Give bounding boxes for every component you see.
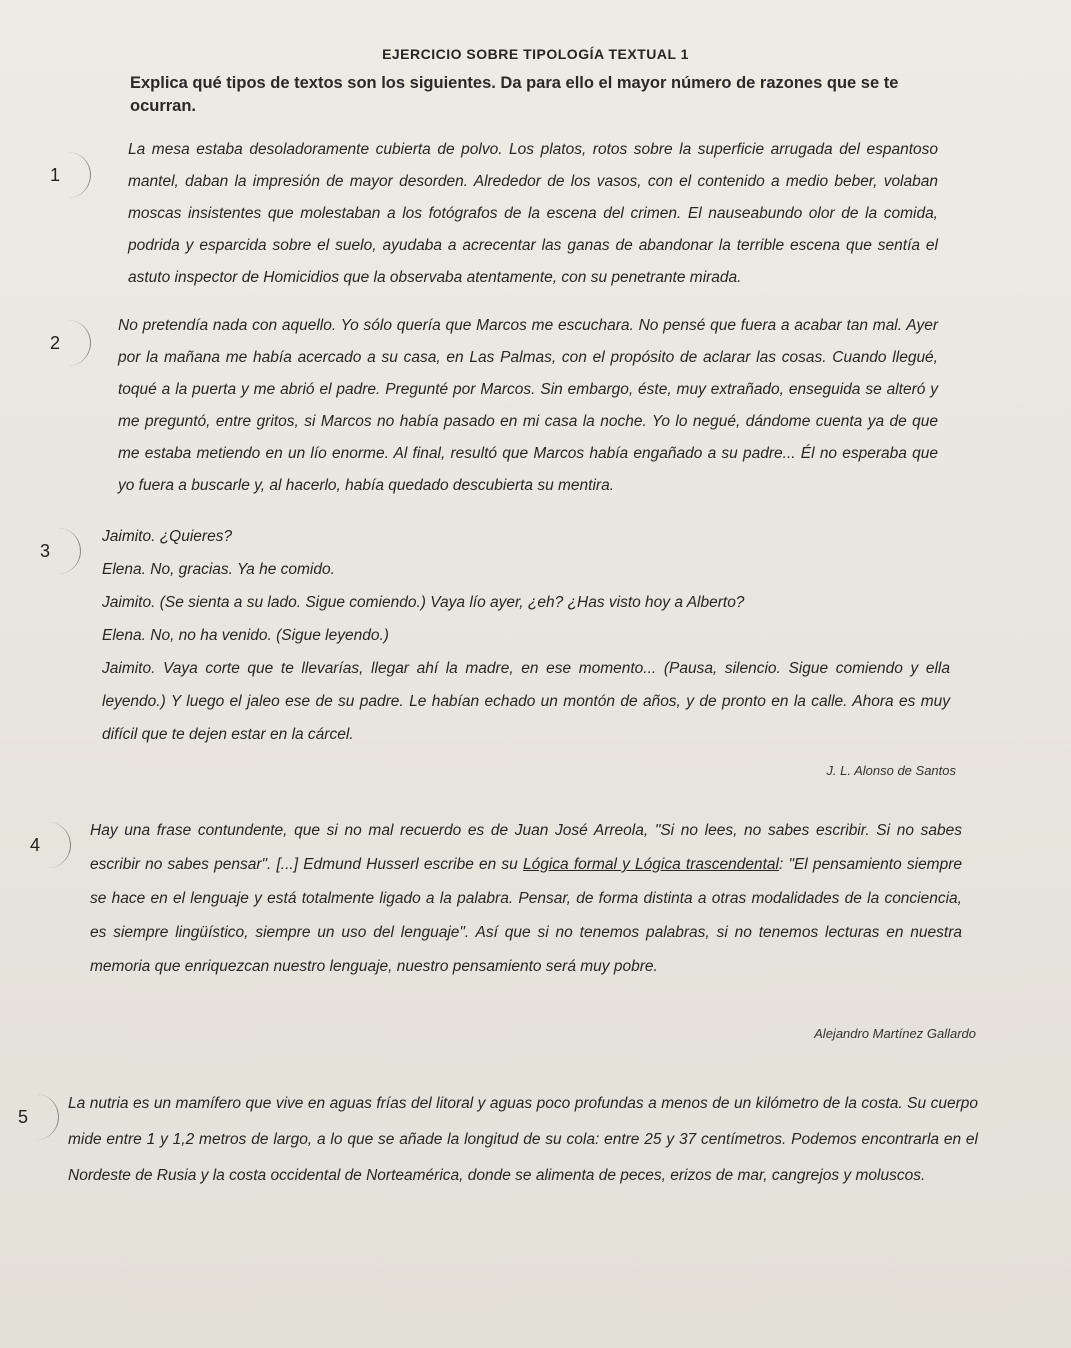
book-title-underlined: Lógica formal y Lógica trascendental [523, 856, 779, 873]
text-3-dialogue [102, 520, 950, 751]
text-4-end: : "El pensamiento siempre se hace en el lenguaje y está totalmente ligado a la palabra. Pensar, de forma distinta a otras modalidades de la conciencia, es siempre lingüístico, siempre un uso del lenguaje". Así que si no tenemos palabras, si no tenemos lecturas en nuestra memoria que enriquezcan nuestro lenguaje, nuestro pensamiento será muy pobre. [90, 856, 962, 975]
instructions: Explica qué tipos de textos son los siguientes. Da para ello el mayor número de razones que se te ocurran. [130, 74, 899, 115]
text-number-2: 2 [20, 320, 91, 366]
text-4-paragraph [90, 814, 962, 984]
text-number-5: 5 [0, 1094, 59, 1140]
dialogue-line: Elena. No, no ha venido. (Sigue leyendo.) [102, 627, 389, 644]
text-5-body [68, 1086, 978, 1194]
text-number-4: 4 [0, 822, 71, 868]
dialogue-line: Elena. No, gracias. Ya he comido. [102, 561, 335, 578]
text-number-3: 3 [10, 528, 81, 574]
text-3-author: J. L. Alonso de Santos [826, 763, 956, 778]
text-4-body [90, 814, 962, 984]
text-1-body [128, 134, 938, 294]
dialogue-line: Jaimito. ¿Quieres? [102, 528, 233, 545]
text-4-start: Hay una frase contundente, que si no mal recuerdo es de Juan José Arreola, "Si no lees, no sabes escribir. Si no sabes escribir no sabes pensar". [...] Edmund Husserl escribe en su [90, 822, 962, 873]
text-5-paragraph: La nutria es un mamífero que vive en aguas frías del litoral y aguas poco profundas a menos de un kilómetro de la costa. Su cuerpo mide entre 1 y 1,2 metros de largo, a lo que se añade la longitud de su cola: entre 25 y 37 centímetros. Podemos encontrarla en el Nordeste de Rusia y la costa occidental de Norteamérica, donde se alimenta de peces, erizos de mar, cangrejos y moluscos. [68, 1095, 978, 1184]
text-1-paragraph: La mesa estaba desoladoramente cubierta de polvo. Los platos, rotos sobre la superficie arrugada del espantoso mantel, daban la impresión de mayor desorden. Alrededor de los vasos, con el contenido a medio beber, volaban moscas insistentes que molestaban a los fotógrafos de la escena del crimen. El nauseabundo olor de la comida, podrida y esparcida sobre el suelo, ayudaba a acrecentar las ganas de abandonar la terrible escena que sentía el astuto inspector de Homicidios que la observaba atentamente, con su penetrante mirada. [128, 141, 938, 286]
text-2-paragraph: No pretendía nada con aquello. Yo sólo quería que Marcos me escuchara. No pensé que fuera a acabar tan mal. Ayer por la mañana me había acercado a su casa, en Las Palmas, con el propósito de aclarar las cosas. Cuando llegué, toqué a la puerta y me abrió el padre. Pregunté por Marcos. Sin embargo, éste, muy extrañado, enseguida se alteró y me preguntó, entre gritos, si Marcos no había pasado en mi casa la noche. Yo lo negué, dándome cuenta ya de que me estaba metiendo en un lío enorme. Al final, resultó que Marcos había engañado a su padre... Él no esperaba que yo fuera a buscarle y, al hacerlo, había quedado descubierta su mentira. [118, 317, 938, 494]
dialogue-line: Jaimito. (Se sienta a su lado. Sigue comiendo.) Vaya lío ayer, ¿eh? ¿Has visto hoy a Alberto? [102, 594, 745, 611]
text-4-author: Alejandro Martínez Gallardo [814, 1026, 976, 1041]
dialogue-line: Jaimito. Vaya corte que te llevarías, llegar ahí la madre, en ese momento... (Pausa, silencio. Sigue comiendo y ella leyendo.) Y luego el jaleo ese de su padre. Le habían echado un montón de años, y de pronto en la calle. Ahora es muy difícil que te dejen estar en la cárcel. [102, 660, 950, 743]
page-title: EJERCICIO SOBRE TIPOLOGÍA TEXTUAL 1 [382, 46, 689, 62]
text-number-1: 1 [20, 152, 91, 198]
text-2-body [118, 310, 938, 502]
